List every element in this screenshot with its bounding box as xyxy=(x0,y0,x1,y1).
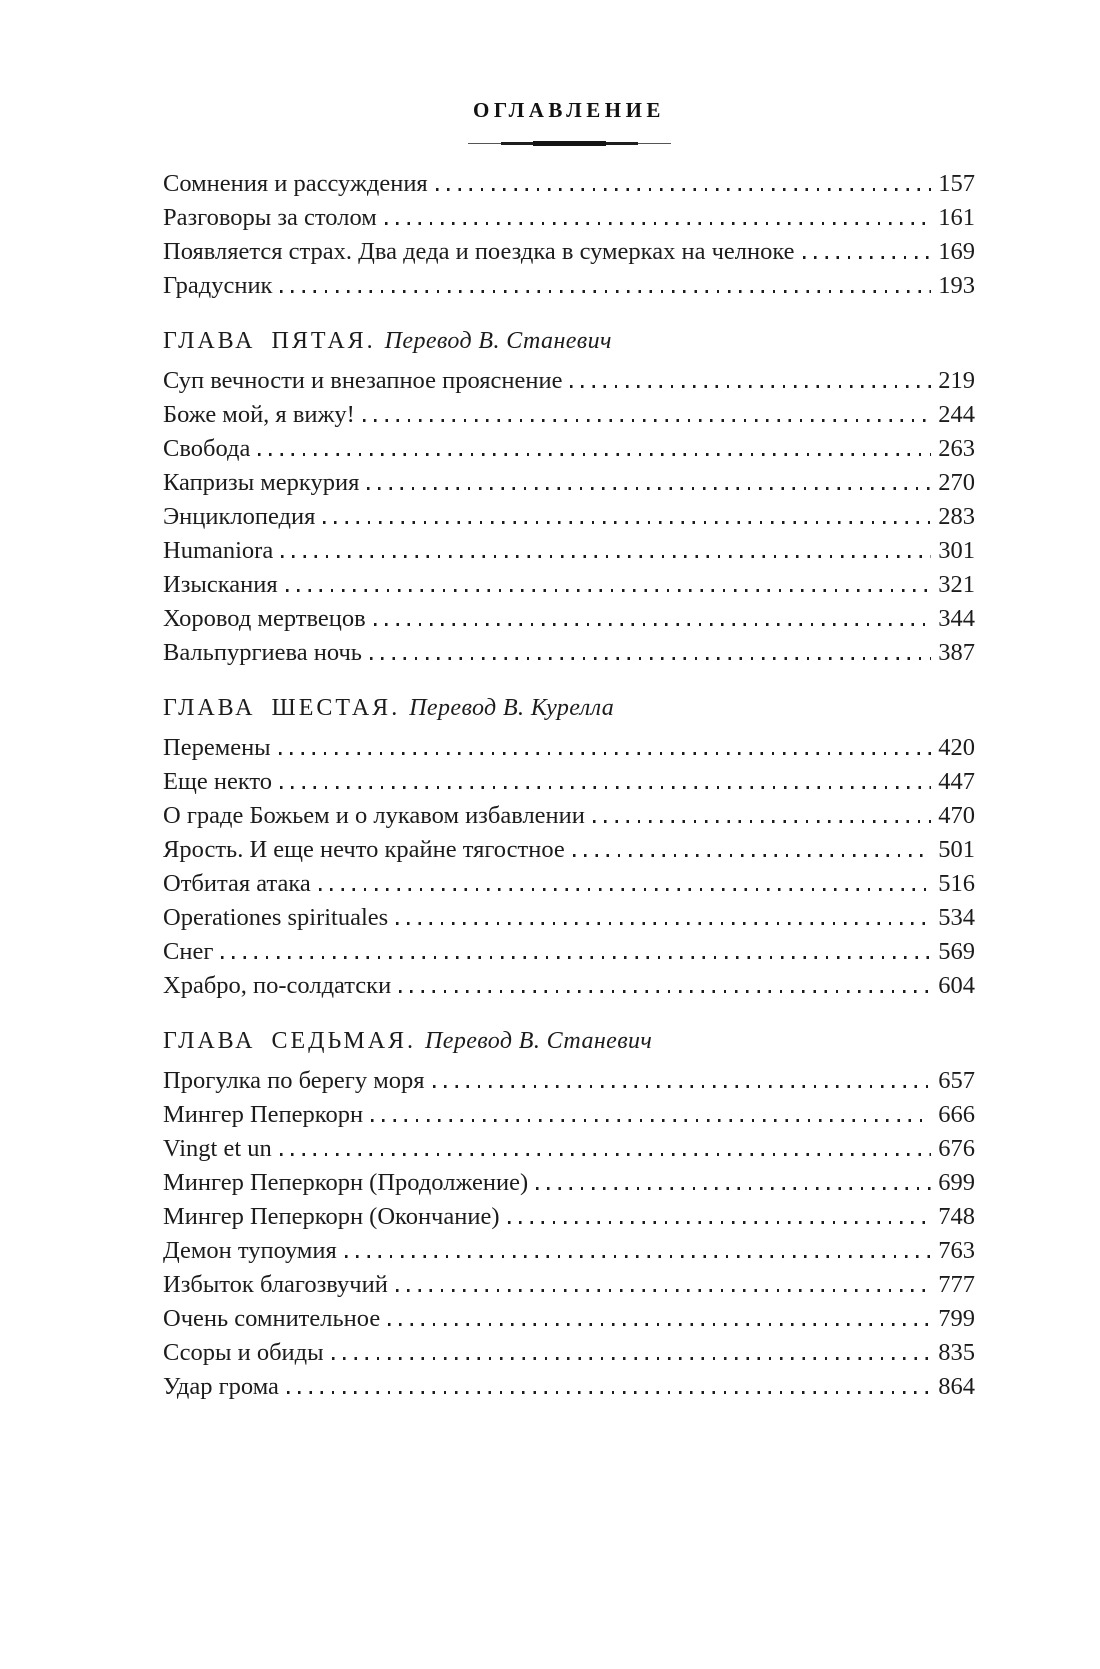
toc-entry xyxy=(163,497,975,531)
dot-leader xyxy=(396,1289,931,1291)
toc-entry xyxy=(163,463,975,497)
entry-page-number: 657 xyxy=(938,1067,975,1094)
toc-entry xyxy=(163,1333,975,1367)
dot-leader xyxy=(508,1221,932,1223)
entry-title: Снег xyxy=(163,938,214,965)
toc-entry xyxy=(163,796,975,830)
entry-title: Еще некто xyxy=(163,768,273,795)
toc-entry xyxy=(163,395,975,429)
entry-title: Капризы меркурия xyxy=(163,469,360,496)
dot-leader xyxy=(345,1255,932,1257)
entry-title: Прогулка по берегу моря xyxy=(163,1067,425,1094)
entry-page-number: 534 xyxy=(938,904,975,931)
dot-leader xyxy=(570,385,931,387)
dot-leader xyxy=(363,419,931,421)
dot-leader xyxy=(319,888,931,890)
entry-page-number: 387 xyxy=(938,639,975,666)
toc-entry xyxy=(163,1231,975,1265)
chapter-heading xyxy=(163,321,975,355)
toc-entry xyxy=(163,864,975,898)
dot-leader xyxy=(332,1357,932,1359)
entry-title: Избыток благозвучий xyxy=(163,1271,388,1298)
entry-title: Ярость. И еще нечто крайне тягостное xyxy=(163,836,565,863)
chapter-name: ГЛАВА ШЕСТАЯ. xyxy=(163,695,401,721)
entry-page-number: 270 xyxy=(938,469,975,496)
entry-title: Хоровод мертвецов xyxy=(163,605,366,632)
entry-page-number: 344 xyxy=(938,605,975,632)
entry-page-number: 161 xyxy=(938,204,975,231)
entry-page-number: 447 xyxy=(938,768,975,795)
toc-entry xyxy=(163,1367,975,1401)
toc-entry xyxy=(163,565,975,599)
toc-entry xyxy=(163,361,975,395)
dot-leader xyxy=(280,290,931,292)
entry-page-number: 283 xyxy=(938,503,975,530)
entry-title: Изыскания xyxy=(163,571,278,598)
dot-leader xyxy=(286,589,932,591)
toc-entry xyxy=(163,932,975,966)
entry-title: Humaniora xyxy=(163,537,274,564)
entry-page-number: 470 xyxy=(938,802,975,829)
entry-page-number: 748 xyxy=(938,1203,975,1230)
entry-page-number: 699 xyxy=(938,1169,975,1196)
entry-title: Боже мой, я вижу! xyxy=(163,401,355,428)
toc-entry xyxy=(163,1299,975,1333)
chapter-name: ГЛАВА ПЯТАЯ. xyxy=(163,328,376,354)
dot-leader xyxy=(374,623,932,625)
dot-leader xyxy=(536,1187,931,1189)
entry-title: Ссоры и обиды xyxy=(163,1339,324,1366)
toc-entry xyxy=(163,1095,975,1129)
toc-section xyxy=(163,1021,975,1401)
toc-entry xyxy=(163,1197,975,1231)
entry-title: Сомнения и рассуждения xyxy=(163,170,428,197)
entry-title: Появляется страх. Два деда и поездка в сумерках на челноке xyxy=(163,238,795,265)
dot-leader xyxy=(396,922,931,924)
dot-leader xyxy=(370,657,931,659)
dot-leader xyxy=(280,786,931,788)
entry-page-number: 516 xyxy=(938,870,975,897)
toc-entry xyxy=(163,198,975,232)
entry-title: Градусник xyxy=(163,272,273,299)
entry-page-number: 263 xyxy=(938,435,975,462)
translator-credit: Перевод В. Курелла xyxy=(409,695,615,721)
entry-page-number: 420 xyxy=(938,734,975,761)
toc-entry xyxy=(163,1163,975,1197)
entry-page-number: 676 xyxy=(938,1135,975,1162)
entry-title: О граде Божьем и о лукавом избавлении xyxy=(163,802,585,829)
entry-page-number: 569 xyxy=(938,938,975,965)
toc-entry xyxy=(163,1265,975,1299)
entry-title: Удар грома xyxy=(163,1373,279,1400)
entry-page-number: 777 xyxy=(938,1271,975,1298)
entry-page-number: 157 xyxy=(938,170,975,197)
entry-title: Суп вечности и внезапное прояснение xyxy=(163,367,563,394)
entry-title: Vingt et un xyxy=(163,1135,272,1162)
dot-leader xyxy=(280,1153,931,1155)
dot-leader xyxy=(221,956,931,958)
entry-page-number: 301 xyxy=(938,537,975,564)
toc-entry xyxy=(163,1061,975,1095)
dot-leader xyxy=(803,256,932,258)
toc-section xyxy=(163,688,975,1000)
entry-title: Operationes spirituales xyxy=(163,904,389,931)
entry-title: Перемены xyxy=(163,734,271,761)
entry-title: Отбитая атака xyxy=(163,870,311,897)
entry-title: Вальпургиева ночь xyxy=(163,639,362,666)
page-title: ОГЛАВЛЕНИЕ xyxy=(473,98,665,122)
entry-page-number: 193 xyxy=(938,272,975,299)
entry-title: Мингер Пеперкорн (Окончание) xyxy=(163,1203,500,1230)
translator-credit: Перевод В. Станевич xyxy=(425,1028,653,1054)
chapter-name: ГЛАВА СЕДЬМАЯ. xyxy=(163,1028,417,1054)
entry-title: Энциклопедия xyxy=(163,503,316,530)
toc-entry xyxy=(163,164,975,198)
toc-entry xyxy=(163,599,975,633)
toc-entry xyxy=(163,232,975,266)
toc-entry xyxy=(163,966,975,1000)
entry-title: Очень сомнительное xyxy=(163,1305,381,1332)
rule-thick-line xyxy=(533,141,606,146)
entry-page-number: 604 xyxy=(938,972,975,999)
entry-title: Мингер Пеперкорн (Продолжение) xyxy=(163,1169,529,1196)
dot-leader xyxy=(367,487,931,489)
entry-title: Демон тупоумия xyxy=(163,1237,337,1264)
dot-leader xyxy=(279,752,932,754)
toc-entry xyxy=(163,633,975,667)
entry-page-number: 169 xyxy=(938,238,975,265)
dot-leader xyxy=(593,820,931,822)
dot-leader xyxy=(433,1085,932,1087)
entry-page-number: 763 xyxy=(938,1237,975,1264)
entry-page-number: 864 xyxy=(938,1373,975,1400)
dot-leader xyxy=(287,1391,931,1393)
toc-entry xyxy=(163,762,975,796)
entry-page-number: 321 xyxy=(938,571,975,598)
toc-entry xyxy=(163,898,975,932)
table-of-contents xyxy=(163,164,975,1401)
dot-leader xyxy=(371,1119,931,1121)
entry-page-number: 799 xyxy=(938,1305,975,1332)
entry-title: Мингер Пеперкорн xyxy=(163,1101,364,1128)
chapter-heading xyxy=(163,688,975,722)
entry-page-number: 835 xyxy=(938,1339,975,1366)
entry-title: Разговоры за столом xyxy=(163,204,377,231)
toc-entry xyxy=(163,1129,975,1163)
dot-leader xyxy=(258,453,931,455)
ornamental-rule xyxy=(468,140,671,146)
toc-section xyxy=(163,321,975,667)
toc-entry xyxy=(163,429,975,463)
entry-title: Храбро, по-солдатски xyxy=(163,972,392,999)
chapter-heading xyxy=(163,1021,975,1055)
dot-leader xyxy=(573,854,931,856)
entry-title: Свобода xyxy=(163,435,251,462)
toc-section xyxy=(163,164,975,300)
translator-credit: Перевод В. Станевич xyxy=(384,328,612,354)
dot-leader xyxy=(436,188,932,190)
toc-entry xyxy=(163,830,975,864)
entry-page-number: 666 xyxy=(938,1101,975,1128)
entry-page-number: 501 xyxy=(938,836,975,863)
toc-entry xyxy=(163,531,975,565)
entry-page-number: 244 xyxy=(938,401,975,428)
dot-leader xyxy=(388,1323,931,1325)
dot-leader xyxy=(399,990,931,992)
entry-page-number: 219 xyxy=(938,367,975,394)
toc-entry xyxy=(163,728,975,762)
dot-leader xyxy=(281,555,931,557)
toc-entry xyxy=(163,266,975,300)
dot-leader xyxy=(323,521,931,523)
dot-leader xyxy=(385,222,932,224)
